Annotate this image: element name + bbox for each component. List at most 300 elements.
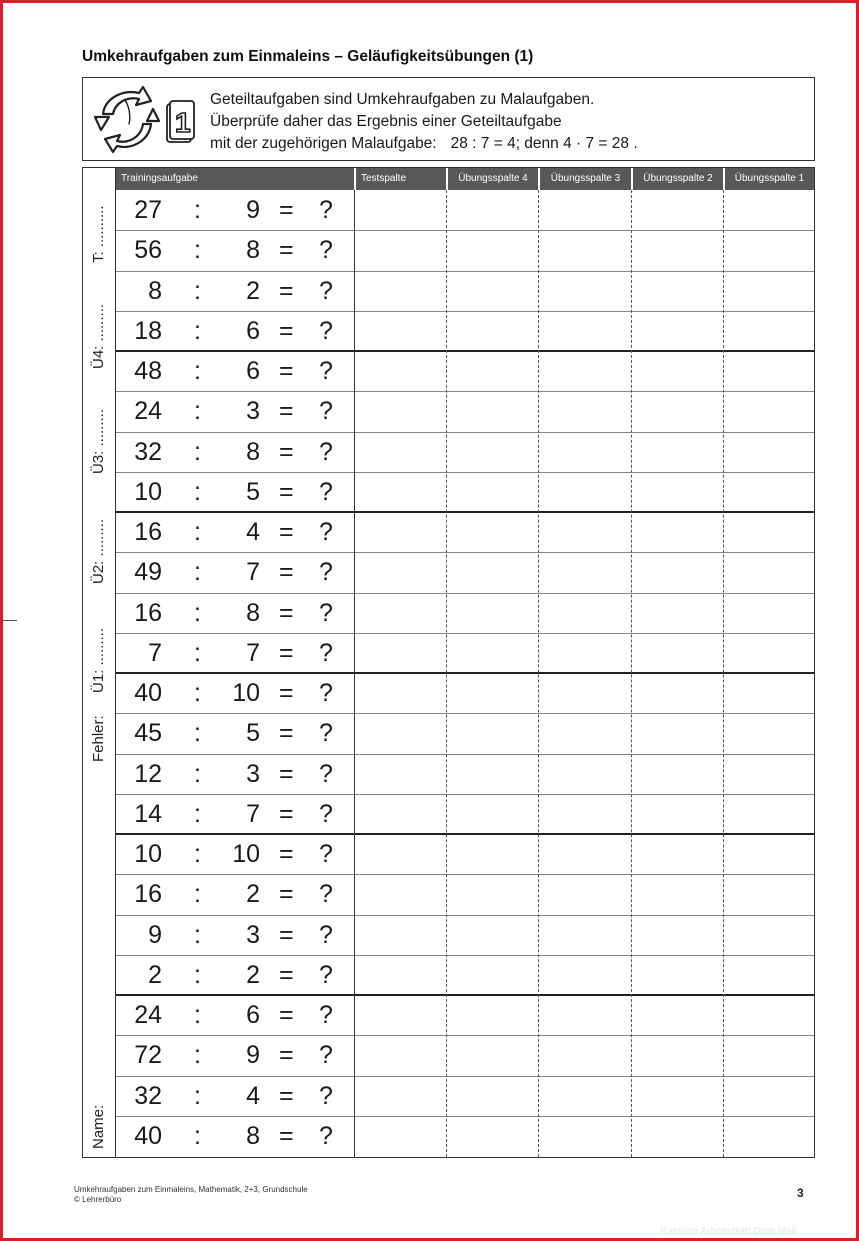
table-header	[116, 168, 814, 190]
answer-cell-practice-4[interactable]	[447, 874, 538, 914]
unknown-result: ?	[319, 598, 333, 627]
answer-cell-practice-4[interactable]	[447, 593, 538, 633]
unknown-result: ?	[319, 880, 333, 909]
division-task	[116, 915, 354, 955]
division-task	[116, 271, 354, 311]
instruction-line-3-text: mit der zugehörigen Malaufgabe:	[210, 135, 437, 152]
unknown-result: ?	[319, 397, 333, 426]
division-task	[116, 593, 354, 633]
answer-cell-practice-4[interactable]	[447, 794, 538, 834]
division-sign: :	[194, 437, 201, 466]
page-number: 3	[797, 1186, 804, 1200]
answer-cell-practice-4[interactable]	[447, 230, 538, 270]
answer-cell-test[interactable]	[355, 915, 446, 955]
column-header-practice-2: Übungsspalte 2	[643, 173, 713, 184]
table-row	[116, 673, 814, 713]
divisor: 8	[246, 1121, 260, 1150]
dividend: 45	[134, 719, 162, 748]
row-divider	[116, 915, 814, 916]
answer-cell-practice-2[interactable]	[632, 351, 723, 391]
equals-sign: =	[279, 397, 294, 426]
table-row	[116, 955, 814, 995]
watermark: Rassiste Arbeitsblatt Dreh Mali	[660, 1226, 797, 1237]
unknown-result: ?	[319, 437, 333, 466]
equals-sign: =	[279, 1041, 294, 1070]
answer-cell-test[interactable]	[355, 311, 446, 351]
answer-cell-test[interactable]	[355, 874, 446, 914]
answer-cell-practice-3[interactable]	[539, 230, 631, 270]
answer-cell-practice-3[interactable]	[539, 794, 631, 834]
answer-cell-practice-1[interactable]	[724, 593, 814, 633]
answer-cell-practice-2[interactable]	[632, 432, 723, 472]
table-row	[116, 271, 814, 311]
answer-cell-test[interactable]	[355, 351, 446, 391]
dividend: 16	[134, 518, 162, 546]
answer-cell-practice-3[interactable]	[539, 190, 631, 230]
task-column-divider	[354, 190, 355, 1157]
divisor: 4	[246, 518, 260, 546]
division-sign: :	[194, 357, 201, 385]
answer-cell-practice-2[interactable]	[632, 190, 723, 230]
division-task	[116, 955, 354, 995]
table-row	[116, 834, 814, 874]
answer-cell-practice-1[interactable]	[724, 432, 814, 472]
answer-cell-test[interactable]	[355, 955, 446, 995]
answer-cell-practice-3[interactable]	[539, 713, 631, 753]
answer-cell-practice-1[interactable]	[724, 230, 814, 270]
answer-cell-practice-2[interactable]	[632, 633, 723, 673]
equals-sign: =	[279, 719, 294, 748]
division-sign: :	[194, 276, 201, 305]
answer-cell-practice-4[interactable]	[447, 271, 538, 311]
unknown-result: ?	[319, 679, 333, 707]
division-sign: :	[194, 679, 201, 707]
answer-cell-practice-2[interactable]	[632, 391, 723, 431]
answer-cell-practice-3[interactable]	[539, 311, 631, 351]
instruction-line-3	[210, 133, 638, 155]
equals-sign: =	[279, 558, 294, 587]
answer-cell-practice-4[interactable]	[447, 391, 538, 431]
table-row	[116, 1035, 814, 1075]
divisor: 5	[246, 719, 260, 748]
answer-cell-practice-3[interactable]	[539, 391, 631, 431]
answer-cell-test[interactable]	[355, 1116, 446, 1156]
unknown-result: ?	[319, 1081, 333, 1110]
divisor: 3	[246, 397, 260, 426]
division-sign: :	[194, 719, 201, 748]
dividend: 9	[148, 920, 162, 949]
division-sign: :	[194, 759, 201, 788]
equals-sign: =	[279, 236, 294, 265]
answer-cell-test[interactable]	[355, 593, 446, 633]
unknown-result: ?	[319, 920, 333, 949]
divisor: 6	[246, 1001, 260, 1029]
answer-cell-practice-1[interactable]	[724, 472, 814, 512]
unknown-result: ?	[319, 196, 333, 224]
table-row	[116, 915, 814, 955]
equals-sign: =	[279, 477, 294, 506]
row-divider	[116, 472, 814, 473]
division-task	[116, 754, 354, 794]
equals-sign: =	[279, 880, 294, 909]
answer-cell-practice-3[interactable]	[539, 1116, 631, 1156]
answer-cell-practice-3[interactable]	[539, 552, 631, 592]
divisor: 7	[246, 638, 260, 667]
answer-cell-practice-2[interactable]	[632, 754, 723, 794]
answer-cell-practice-2[interactable]	[632, 794, 723, 834]
answer-cell-practice-2[interactable]	[632, 593, 723, 633]
answer-cell-test[interactable]	[355, 552, 446, 592]
answer-cell-practice-1[interactable]	[724, 190, 814, 230]
divisor: 10	[232, 840, 260, 868]
answer-cell-practice-4[interactable]	[447, 754, 538, 794]
answer-cell-practice-3[interactable]	[539, 1035, 631, 1075]
division-sign: :	[194, 840, 201, 868]
division-task	[116, 794, 354, 834]
icon-badge-number: 1	[175, 107, 191, 138]
row-divider	[116, 874, 814, 875]
answer-cell-test[interactable]	[355, 633, 446, 673]
divisor: 3	[246, 759, 260, 788]
answer-cell-practice-1[interactable]	[724, 874, 814, 914]
division-sign: :	[194, 1121, 201, 1150]
dividend: 24	[134, 1001, 162, 1029]
row-divider	[116, 1116, 814, 1117]
answer-cell-practice-3[interactable]	[539, 955, 631, 995]
divisor: 8	[246, 437, 260, 466]
answer-cell-test[interactable]	[355, 673, 446, 713]
unknown-result: ?	[319, 357, 333, 385]
answer-cell-practice-4[interactable]	[447, 351, 538, 391]
column-header-test: Testspalte	[361, 173, 407, 184]
unknown-result: ?	[319, 799, 333, 828]
answer-cell-practice-3[interactable]	[539, 593, 631, 633]
row-divider	[116, 955, 814, 956]
row-divider	[116, 1076, 814, 1077]
footer-line-2: © Lehrerbüro	[74, 1195, 122, 1204]
answer-cell-practice-1[interactable]	[724, 834, 814, 874]
equals-sign: =	[279, 1001, 294, 1029]
divisor: 8	[246, 598, 260, 627]
divisor: 4	[246, 1081, 260, 1110]
answer-cell-practice-3[interactable]	[539, 1076, 631, 1116]
table-row	[116, 713, 814, 753]
answer-cell-practice-2[interactable]	[632, 1116, 723, 1156]
instruction-line-2: Überprüfe daher das Ergebnis einer Geteiltaufgabe	[210, 113, 562, 130]
answer-cell-practice-1[interactable]	[724, 794, 814, 834]
answer-cell-practice-1[interactable]	[724, 512, 814, 552]
dividend: 72	[134, 1041, 162, 1070]
answer-cell-practice-2[interactable]	[632, 955, 723, 995]
answer-cell-practice-4[interactable]	[447, 1116, 538, 1156]
answer-cell-test[interactable]	[355, 190, 446, 230]
group-divider	[116, 672, 814, 674]
table-row	[116, 1116, 814, 1156]
row-divider	[116, 713, 814, 714]
answer-cell-practice-1[interactable]	[724, 673, 814, 713]
table-row	[116, 391, 814, 431]
errors-label: Fehler:	[90, 715, 107, 762]
answer-cell-test[interactable]	[355, 512, 446, 552]
division-task	[116, 1035, 354, 1075]
dividend: 49	[134, 558, 162, 587]
answer-cell-test[interactable]	[355, 754, 446, 794]
dividend: 24	[134, 397, 162, 426]
unknown-result: ?	[319, 316, 333, 345]
unknown-result: ?	[319, 477, 333, 506]
equals-sign: =	[279, 357, 294, 385]
answer-cell-practice-2[interactable]	[632, 271, 723, 311]
answer-cell-test[interactable]	[355, 472, 446, 512]
answer-cell-practice-4[interactable]	[447, 673, 538, 713]
errors-u3-label: Ü3: .........	[90, 408, 107, 474]
answer-cell-practice-2[interactable]	[632, 834, 723, 874]
answer-cell-test[interactable]	[355, 391, 446, 431]
equals-sign: =	[279, 679, 294, 707]
division-sign: :	[194, 477, 201, 506]
answer-cell-practice-3[interactable]	[539, 915, 631, 955]
training-table	[115, 167, 815, 1158]
answer-cell-practice-4[interactable]	[447, 472, 538, 512]
equals-sign: =	[279, 920, 294, 949]
unknown-result: ?	[319, 719, 333, 748]
answer-cell-test[interactable]	[355, 794, 446, 834]
divisor: 2	[246, 880, 260, 909]
answer-cell-practice-4[interactable]	[447, 633, 538, 673]
table-row	[116, 874, 814, 914]
answer-cell-practice-4[interactable]	[447, 311, 538, 351]
answer-cell-test[interactable]	[355, 1076, 446, 1116]
answer-cell-practice-4[interactable]	[447, 1076, 538, 1116]
divisor: 7	[246, 799, 260, 828]
answer-cell-practice-2[interactable]	[632, 311, 723, 351]
dividend: 2	[148, 960, 162, 989]
answer-cell-test[interactable]	[355, 230, 446, 270]
divisor: 8	[246, 236, 260, 265]
answer-cell-practice-3[interactable]	[539, 874, 631, 914]
answer-cell-test[interactable]	[355, 995, 446, 1035]
answer-cell-practice-3[interactable]	[539, 512, 631, 552]
dividend: 10	[134, 840, 162, 868]
answer-cell-practice-3[interactable]	[539, 472, 631, 512]
table-row	[116, 351, 814, 391]
errors-u1-label: Ü1: .........	[90, 627, 107, 693]
answer-cell-practice-1[interactable]	[724, 1076, 814, 1116]
answer-cell-practice-1[interactable]	[724, 1116, 814, 1156]
unknown-result: ?	[319, 558, 333, 587]
division-sign: :	[194, 1081, 201, 1110]
division-sign: :	[194, 558, 201, 587]
instruction-example: 28 : 7 = 4; denn 4 · 7 = 28 .	[450, 135, 638, 152]
division-task	[116, 391, 354, 431]
division-sign: :	[194, 236, 201, 265]
instruction-box	[82, 77, 815, 161]
dividend: 32	[134, 1081, 162, 1110]
group-divider	[116, 994, 814, 996]
division-task	[116, 432, 354, 472]
equals-sign: =	[279, 799, 294, 828]
division-task	[116, 874, 354, 914]
answer-cell-practice-3[interactable]	[539, 754, 631, 794]
answer-cell-practice-1[interactable]	[724, 754, 814, 794]
answer-cell-practice-1[interactable]	[724, 351, 814, 391]
division-sign: :	[194, 638, 201, 667]
table-row	[116, 311, 814, 351]
table-row	[116, 432, 814, 472]
divisor: 3	[246, 920, 260, 949]
row-divider	[116, 311, 814, 312]
division-task	[116, 673, 354, 713]
dividend: 32	[134, 437, 162, 466]
answer-cell-practice-4[interactable]	[447, 1035, 538, 1075]
answer-cell-practice-3[interactable]	[539, 271, 631, 311]
answer-cell-practice-3[interactable]	[539, 995, 631, 1035]
answer-cell-practice-2[interactable]	[632, 1076, 723, 1116]
answer-cell-practice-4[interactable]	[447, 512, 538, 552]
unknown-result: ?	[319, 1121, 333, 1150]
answer-cell-practice-2[interactable]	[632, 995, 723, 1035]
equals-sign: =	[279, 196, 294, 224]
division-task	[116, 995, 354, 1035]
division-task	[116, 230, 354, 270]
equals-sign: =	[279, 316, 294, 345]
answer-cell-practice-3[interactable]	[539, 432, 631, 472]
answer-cell-practice-2[interactable]	[632, 673, 723, 713]
page-title: Umkehraufgaben zum Einmaleins – Geläufigkeitsübungen (1)	[82, 48, 534, 65]
dividend: 14	[134, 799, 162, 828]
unknown-result: ?	[319, 236, 333, 265]
row-divider	[116, 1035, 814, 1036]
division-sign: :	[194, 920, 201, 949]
answer-cell-practice-3[interactable]	[539, 351, 631, 391]
division-task	[116, 1076, 354, 1116]
dividend: 27	[134, 196, 162, 224]
division-task	[116, 311, 354, 351]
table-row	[116, 512, 814, 552]
equals-sign: =	[279, 638, 294, 667]
division-sign: :	[194, 960, 201, 989]
division-task	[116, 472, 354, 512]
score-sidebar	[82, 167, 116, 1158]
answer-cell-practice-4[interactable]	[447, 955, 538, 995]
answer-cell-practice-2[interactable]	[632, 1035, 723, 1075]
answer-cell-practice-4[interactable]	[447, 915, 538, 955]
equals-sign: =	[279, 1121, 294, 1150]
name-label: Name:	[90, 1104, 107, 1149]
divisor: 6	[246, 316, 260, 345]
division-sign: :	[194, 518, 201, 546]
row-divider	[116, 593, 814, 594]
dividend: 7	[148, 638, 162, 667]
divisor: 9	[246, 196, 260, 224]
answer-cell-practice-2[interactable]	[632, 915, 723, 955]
division-sign: :	[194, 1001, 201, 1029]
column-header-practice-4: Übungsspalte 4	[458, 173, 528, 184]
column-divider	[631, 190, 632, 1157]
footer-line-1: Umkehraufgaben zum Einmaleins, Mathematik, 2+3, Grundschule	[74, 1185, 308, 1194]
division-sign: :	[194, 397, 201, 426]
answer-cell-practice-3[interactable]	[539, 834, 631, 874]
answer-cell-practice-4[interactable]	[447, 190, 538, 230]
answer-cell-practice-2[interactable]	[632, 472, 723, 512]
answer-cell-practice-1[interactable]	[724, 995, 814, 1035]
answer-cell-practice-1[interactable]	[724, 633, 814, 673]
division-sign: :	[194, 316, 201, 345]
answer-cell-practice-1[interactable]	[724, 552, 814, 592]
division-task	[116, 1116, 354, 1156]
answer-cell-practice-4[interactable]	[447, 713, 538, 753]
dividend: 12	[134, 759, 162, 788]
unknown-result: ?	[319, 960, 333, 989]
unknown-result: ?	[319, 1041, 333, 1070]
table-row	[116, 472, 814, 512]
errors-test-label: T: ..........	[90, 205, 107, 263]
answer-cell-test[interactable]	[355, 713, 446, 753]
unknown-result: ?	[319, 1001, 333, 1029]
division-sign: :	[194, 880, 201, 909]
answer-cell-practice-2[interactable]	[632, 512, 723, 552]
recycle-arrows-icon	[89, 84, 201, 156]
table-row	[116, 1076, 814, 1116]
answer-cell-test[interactable]	[355, 834, 446, 874]
answer-cell-practice-1[interactable]	[724, 955, 814, 995]
divisor: 10	[232, 679, 260, 707]
answer-cell-practice-1[interactable]	[724, 271, 814, 311]
answer-cell-test[interactable]	[355, 271, 446, 311]
divisor: 2	[246, 960, 260, 989]
division-task	[116, 351, 354, 391]
row-divider	[116, 432, 814, 433]
equals-sign: =	[279, 840, 294, 868]
column-header-training: Trainingsaufgabe	[121, 173, 198, 184]
answer-cell-practice-4[interactable]	[447, 552, 538, 592]
answer-cell-practice-2[interactable]	[632, 713, 723, 753]
answer-cell-practice-4[interactable]	[447, 432, 538, 472]
answer-cell-practice-1[interactable]	[724, 915, 814, 955]
answer-cell-test[interactable]	[355, 1035, 446, 1075]
equals-sign: =	[279, 598, 294, 627]
answer-cell-practice-3[interactable]	[539, 633, 631, 673]
dividend: 18	[134, 316, 162, 345]
unknown-result: ?	[319, 638, 333, 667]
division-task	[116, 190, 354, 230]
division-task	[116, 552, 354, 592]
answer-cell-practice-3[interactable]	[539, 673, 631, 713]
unknown-result: ?	[319, 276, 333, 305]
answer-cell-test[interactable]	[355, 432, 446, 472]
errors-u4-label: Ü4: .........	[90, 303, 107, 369]
answer-cell-practice-2[interactable]	[632, 874, 723, 914]
answer-cell-practice-1[interactable]	[724, 1035, 814, 1075]
equals-sign: =	[279, 960, 294, 989]
answer-cell-practice-1[interactable]	[724, 311, 814, 351]
division-task	[116, 633, 354, 673]
answer-cell-practice-4[interactable]	[447, 834, 538, 874]
answer-cell-practice-2[interactable]	[632, 230, 723, 270]
answer-cell-practice-2[interactable]	[632, 552, 723, 592]
row-divider	[116, 633, 814, 634]
table-row	[116, 230, 814, 270]
answer-cell-practice-1[interactable]	[724, 713, 814, 753]
dividend: 48	[134, 357, 162, 385]
answer-cell-practice-4[interactable]	[447, 995, 538, 1035]
division-sign: :	[194, 598, 201, 627]
table-row	[116, 794, 814, 834]
division-task	[116, 713, 354, 753]
dividend: 10	[134, 477, 162, 506]
answer-cell-practice-1[interactable]	[724, 391, 814, 431]
unknown-result: ?	[319, 518, 333, 546]
